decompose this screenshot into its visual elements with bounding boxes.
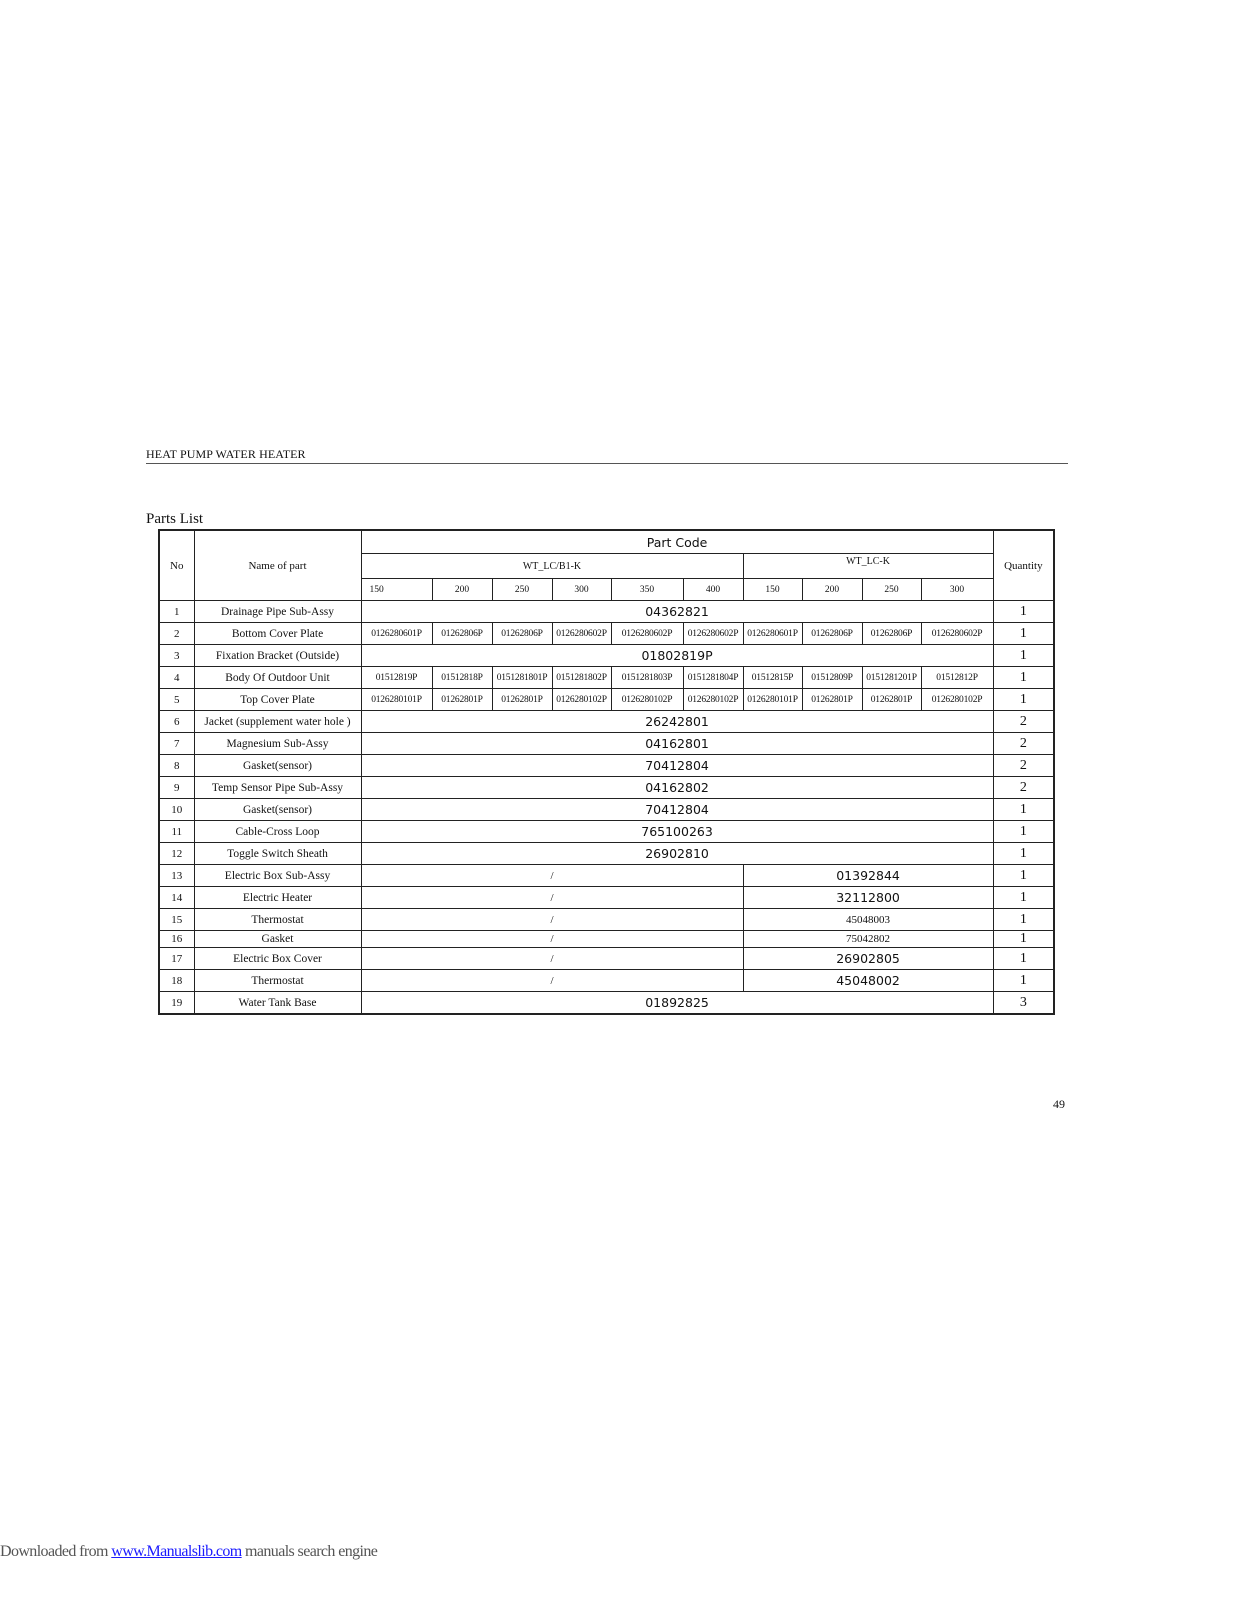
document-header: HEAT PUMP WATER HEATER xyxy=(146,447,306,461)
part-code: 01512819P xyxy=(361,667,432,689)
quantity: 1 xyxy=(993,623,1054,645)
header-size: 300 xyxy=(552,579,611,601)
header-name-of-part: Name of part xyxy=(194,530,361,601)
footer-prefix: Downloaded from xyxy=(0,1543,112,1560)
part-name: Toggle Switch Sheath xyxy=(194,843,361,865)
quantity: 1 xyxy=(993,821,1054,843)
quantity: 1 xyxy=(993,909,1054,931)
table-row xyxy=(159,667,1054,689)
part-code: 70412804 xyxy=(361,755,993,777)
quantity: 1 xyxy=(993,601,1054,623)
row-number: 8 xyxy=(159,755,194,777)
row-number: 3 xyxy=(159,645,194,667)
header-size: 400 xyxy=(683,579,743,601)
part-name: Cable-Cross Loop xyxy=(194,821,361,843)
part-code: 04162802 xyxy=(361,777,993,799)
table-row xyxy=(159,755,1054,777)
part-code: 01392844 xyxy=(743,865,993,887)
part-code: 01512815P xyxy=(743,667,802,689)
quantity: 3 xyxy=(993,992,1054,1015)
table-row xyxy=(159,865,1054,887)
part-code: 45048003 xyxy=(743,909,993,931)
quantity: 1 xyxy=(993,843,1054,865)
parts-table-container xyxy=(158,529,1055,1015)
quantity: 2 xyxy=(993,755,1054,777)
row-number: 7 xyxy=(159,733,194,755)
row-number: 6 xyxy=(159,711,194,733)
part-code: 26902810 xyxy=(361,843,993,865)
part-code: 26242801 xyxy=(361,711,993,733)
parts-table xyxy=(158,529,1055,1015)
part-name: Top Cover Plate xyxy=(194,689,361,711)
part-name: Magnesium Sub-Assy xyxy=(194,733,361,755)
row-number: 12 xyxy=(159,843,194,865)
header-size: 200 xyxy=(432,579,492,601)
part-name: Electric Heater xyxy=(194,887,361,909)
part-code: 0126280602P xyxy=(611,623,683,645)
part-code: 26902805 xyxy=(743,948,993,970)
part-code: 45048002 xyxy=(743,970,993,992)
part-code: 01262806P xyxy=(492,623,552,645)
quantity: 2 xyxy=(993,711,1054,733)
part-code-not-applicable: / xyxy=(361,948,743,970)
part-code: 0151281803P xyxy=(611,667,683,689)
header-divider xyxy=(146,463,1068,464)
part-code: 0151281201P xyxy=(862,667,921,689)
table-row xyxy=(159,821,1054,843)
row-number: 5 xyxy=(159,689,194,711)
quantity: 1 xyxy=(993,865,1054,887)
table-row xyxy=(159,733,1054,755)
quantity: 1 xyxy=(993,948,1054,970)
row-number: 10 xyxy=(159,799,194,821)
part-code: 01262806P xyxy=(432,623,492,645)
footer-suffix: manuals search engine xyxy=(241,1543,378,1560)
part-code: 0126280102P xyxy=(921,689,993,711)
quantity: 1 xyxy=(993,799,1054,821)
part-code: 01262801P xyxy=(862,689,921,711)
row-number: 1 xyxy=(159,601,194,623)
part-code-not-applicable: / xyxy=(361,887,743,909)
part-code: 0151281804P xyxy=(683,667,743,689)
row-number: 13 xyxy=(159,865,194,887)
part-name: Electric Box Cover xyxy=(194,948,361,970)
quantity: 1 xyxy=(993,887,1054,909)
header-size: 150 xyxy=(743,579,802,601)
part-name: Jacket (supplement water hole ) xyxy=(194,711,361,733)
part-code-not-applicable: / xyxy=(361,970,743,992)
part-code-not-applicable: / xyxy=(361,865,743,887)
part-code: 01512818P xyxy=(432,667,492,689)
part-code: 04362821 xyxy=(361,601,993,623)
header-size: 150 xyxy=(361,579,432,601)
part-name: Bottom Cover Plate xyxy=(194,623,361,645)
part-name: Water Tank Base xyxy=(194,992,361,1015)
quantity: 1 xyxy=(993,931,1054,948)
part-code: 70412804 xyxy=(361,799,993,821)
table-row xyxy=(159,931,1054,948)
part-code: 0151281801P xyxy=(492,667,552,689)
part-name: Gasket(sensor) xyxy=(194,755,361,777)
quantity: 1 xyxy=(993,970,1054,992)
part-code: 0126280601P xyxy=(361,623,432,645)
row-number: 16 xyxy=(159,931,194,948)
part-code: 0126280101P xyxy=(361,689,432,711)
row-number: 2 xyxy=(159,623,194,645)
part-code: 01262806P xyxy=(862,623,921,645)
header-model-wt-lc-b1-k: WT_LC/B1-K xyxy=(361,554,743,579)
row-number: 11 xyxy=(159,821,194,843)
part-code-not-applicable: / xyxy=(361,931,743,948)
part-code: 0126280602P xyxy=(921,623,993,645)
part-code: 0126280601P xyxy=(743,623,802,645)
part-code: 01262801P xyxy=(432,689,492,711)
table-row xyxy=(159,970,1054,992)
header-size: 250 xyxy=(862,579,921,601)
part-code: 01512809P xyxy=(802,667,862,689)
part-name: Gasket(sensor) xyxy=(194,799,361,821)
row-number: 4 xyxy=(159,667,194,689)
part-code: 0126280102P xyxy=(683,689,743,711)
table-row xyxy=(159,843,1054,865)
part-name: Gasket xyxy=(194,931,361,948)
part-code: 01262801P xyxy=(802,689,862,711)
part-code: 765100263 xyxy=(361,821,993,843)
part-code: 0126280602P xyxy=(683,623,743,645)
part-code-not-applicable: / xyxy=(361,909,743,931)
download-footer xyxy=(0,1543,377,1561)
part-code: 0126280102P xyxy=(611,689,683,711)
part-name: Thermostat xyxy=(194,970,361,992)
row-number: 19 xyxy=(159,992,194,1015)
page-number: 49 xyxy=(1053,1097,1065,1111)
part-name: Electric Box Sub-Assy xyxy=(194,865,361,887)
part-code: 01262806P xyxy=(802,623,862,645)
row-number: 18 xyxy=(159,970,194,992)
table-row xyxy=(159,645,1054,667)
table-row xyxy=(159,623,1054,645)
quantity: 1 xyxy=(993,645,1054,667)
section-title: Parts List xyxy=(146,511,204,527)
table-row xyxy=(159,777,1054,799)
part-code: 75042802 xyxy=(743,931,993,948)
header-no: No xyxy=(159,530,194,601)
part-name: Fixation Bracket (Outside) xyxy=(194,645,361,667)
header-size: 200 xyxy=(802,579,862,601)
part-code: 01262801P xyxy=(492,689,552,711)
quantity: 2 xyxy=(993,733,1054,755)
row-number: 9 xyxy=(159,777,194,799)
header-part-code: Part Code xyxy=(361,530,993,554)
header-size: 250 xyxy=(492,579,552,601)
table-row xyxy=(159,689,1054,711)
quantity: 2 xyxy=(993,777,1054,799)
part-code: 0126280101P xyxy=(743,689,802,711)
part-code: 01512812P xyxy=(921,667,993,689)
part-code: 0151281802P xyxy=(552,667,611,689)
row-number: 15 xyxy=(159,909,194,931)
part-code: 04162801 xyxy=(361,733,993,755)
table-row xyxy=(159,948,1054,970)
quantity: 1 xyxy=(993,689,1054,711)
header-size: 300 xyxy=(921,579,993,601)
part-name: Body Of Outdoor Unit xyxy=(194,667,361,689)
table-row xyxy=(159,711,1054,733)
table-row xyxy=(159,799,1054,821)
header-model-wt-lc-k: WT_LC-K xyxy=(743,554,993,579)
part-code: 0126280602P xyxy=(552,623,611,645)
header-size: 350 xyxy=(611,579,683,601)
part-code: 0126280102P xyxy=(552,689,611,711)
part-name: Thermostat xyxy=(194,909,361,931)
part-code: 01802819P xyxy=(361,645,993,667)
part-name: Drainage Pipe Sub-Assy xyxy=(194,601,361,623)
header-quantity: Quantity xyxy=(993,530,1054,601)
part-code: 01892825 xyxy=(361,992,993,1015)
quantity: 1 xyxy=(993,667,1054,689)
part-code: 32112800 xyxy=(743,887,993,909)
row-number: 17 xyxy=(159,948,194,970)
part-name: Temp Sensor Pipe Sub-Assy xyxy=(194,777,361,799)
table-row xyxy=(159,909,1054,931)
table-row xyxy=(159,601,1054,623)
manualslib-link[interactable]: www.Manualslib.com xyxy=(111,1543,242,1560)
table-row xyxy=(159,992,1054,1015)
row-number: 14 xyxy=(159,887,194,909)
table-row xyxy=(159,887,1054,909)
